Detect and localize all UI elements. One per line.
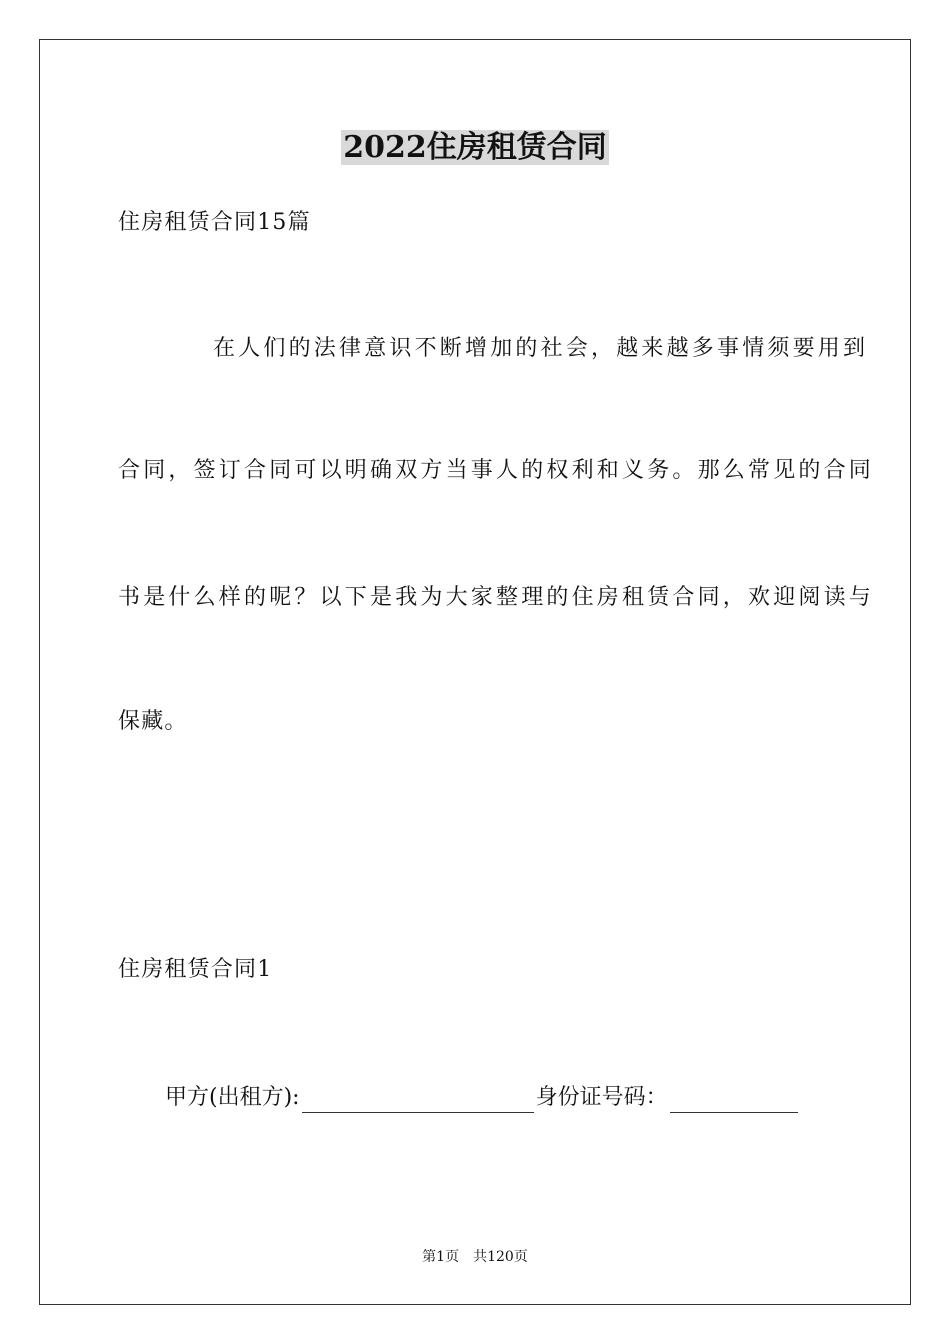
section-heading: 住房租赁合同1	[118, 957, 273, 982]
intro-line-1: 在人们的法律意识不断增加的社会，越来越多事情须要用到	[213, 336, 869, 361]
page-total: 共120页	[473, 1249, 528, 1265]
page-number: 第1页	[422, 1249, 460, 1265]
document-subtitle: 住房租赁合同15篇	[118, 210, 311, 235]
intro-line-4: 保藏。	[118, 709, 188, 734]
document-title	[0, 128, 950, 168]
party-a-label: 甲方(出租方):	[165, 1085, 300, 1110]
document-title-text: 2022住房租赁合同	[343, 130, 607, 165]
id-number-blank[interactable]	[670, 1090, 798, 1113]
party-a-row	[165, 1083, 800, 1113]
id-number-label: 身份证号码：	[535, 1085, 668, 1110]
party-a-name-blank[interactable]	[302, 1090, 534, 1113]
intro-line-3: 书是什么样的呢？以下是我为大家整理的住房租赁合同，欢迎阅读与	[118, 585, 875, 610]
page-footer	[0, 1247, 950, 1267]
intro-line-2: 合同，签订合同可以明确双方当事人的权利和义务。那么常见的合同	[118, 458, 875, 483]
